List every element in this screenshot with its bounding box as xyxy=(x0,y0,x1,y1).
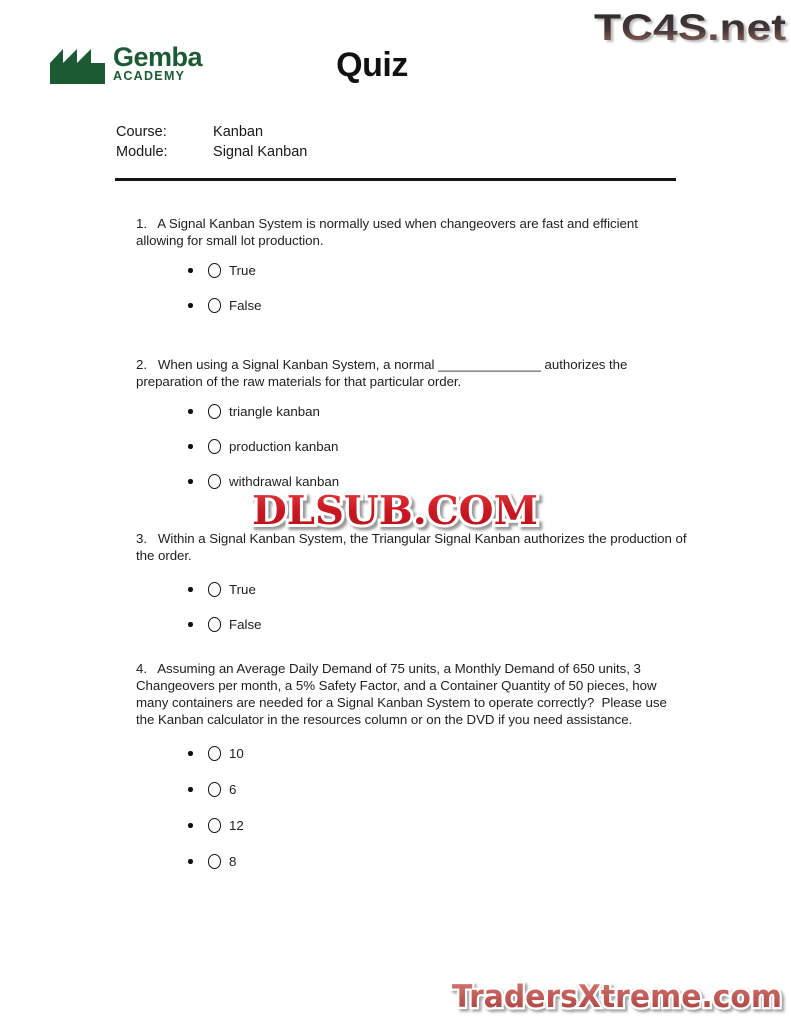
watermark-dlsub-text: DLSUB.COM xyxy=(252,488,538,534)
bullet-icon xyxy=(188,751,208,756)
bullet-icon xyxy=(188,268,208,273)
question-text: 3. Within a Signal Kanban System, the Triangular Signal Kanban authorizes the production of the order. xyxy=(136,531,691,563)
option-label: True xyxy=(229,263,256,278)
watermark-traders xyxy=(447,974,791,1022)
bullet-icon xyxy=(188,787,208,792)
radio-icon[interactable] xyxy=(208,746,221,761)
option-row xyxy=(136,782,688,797)
logo-subbrand: ACADEMY xyxy=(113,69,186,83)
course-meta xyxy=(116,122,307,162)
option-label: 8 xyxy=(229,854,237,869)
option-label: False xyxy=(229,617,262,632)
bullet-icon xyxy=(188,587,208,592)
question-3 xyxy=(136,530,691,652)
page-title: Quiz xyxy=(336,46,408,84)
module-value: Signal Kanban xyxy=(213,144,308,160)
watermark-tc4s xyxy=(590,2,790,52)
question-text: 1. A Signal Kanban System is normally used when changeovers are fast and efficient allowing for small lot production. xyxy=(136,216,642,248)
question-1 xyxy=(136,215,688,333)
option-label: 10 xyxy=(229,746,244,761)
watermark-dlsub xyxy=(244,483,546,537)
option-label: production kanban xyxy=(229,439,339,454)
option-label: triangle kanban xyxy=(229,404,320,419)
watermark-tc4s-text: TC4S.net xyxy=(594,7,786,48)
bullet-icon xyxy=(188,409,208,414)
radio-icon[interactable] xyxy=(208,854,221,869)
bullet-icon xyxy=(188,823,208,828)
option-row xyxy=(136,617,688,632)
bullet-icon xyxy=(188,859,208,864)
logo-brand: Gemba xyxy=(113,42,203,72)
option-row xyxy=(136,582,688,597)
question-1-options xyxy=(136,263,688,313)
radio-icon[interactable] xyxy=(208,582,221,597)
option-label: withdrawal kanban xyxy=(229,474,340,489)
radio-icon[interactable] xyxy=(208,474,221,489)
option-label: 6 xyxy=(229,782,237,797)
course-label: Course: xyxy=(116,124,167,140)
option-row xyxy=(136,746,688,761)
question-4-options xyxy=(136,746,688,869)
option-row xyxy=(136,404,688,419)
course-row xyxy=(116,122,307,142)
radio-icon[interactable] xyxy=(208,298,221,313)
bullet-icon xyxy=(188,444,208,449)
question-4 xyxy=(136,660,688,890)
option-label: False xyxy=(229,298,262,313)
module-label: Module: xyxy=(116,144,168,160)
watermark-traders-text: TradersXtreme.com xyxy=(452,979,782,1015)
radio-icon[interactable] xyxy=(208,617,221,632)
option-label: True xyxy=(229,582,256,597)
question-2-options xyxy=(136,404,688,489)
bullet-icon xyxy=(188,479,208,484)
question-3-options xyxy=(136,582,688,632)
question-text: 4. Assuming an Average Daily Demand of 75 units, a Monthly Demand of 650 units, 3 Changeovers per month, a 5% Safety Factor, and a Container Quantity of 50 pieces, how many containers are needed for a Signal Kanban System to operate correctly? Please use the Kanban calculator in the resources column or on the DVD if you need assistance. xyxy=(136,661,671,727)
bullet-icon xyxy=(188,622,208,627)
bullet-icon xyxy=(188,303,208,308)
divider-rule xyxy=(115,178,676,181)
radio-icon[interactable] xyxy=(208,818,221,833)
option-row xyxy=(136,818,688,833)
option-row xyxy=(136,298,688,313)
course-value: Kanban xyxy=(213,124,264,140)
option-row xyxy=(136,439,688,454)
module-row xyxy=(116,142,307,162)
radio-icon[interactable] xyxy=(208,404,221,419)
radio-icon[interactable] xyxy=(208,263,221,278)
option-row xyxy=(136,854,688,869)
option-label: 12 xyxy=(229,818,244,833)
radio-icon[interactable] xyxy=(208,439,221,454)
radio-icon[interactable] xyxy=(208,782,221,797)
option-row xyxy=(136,263,688,278)
question-text: 2. When using a Signal Kanban System, a normal ______________ authorizes the preparation of the raw materials for that particular order. xyxy=(136,357,632,389)
